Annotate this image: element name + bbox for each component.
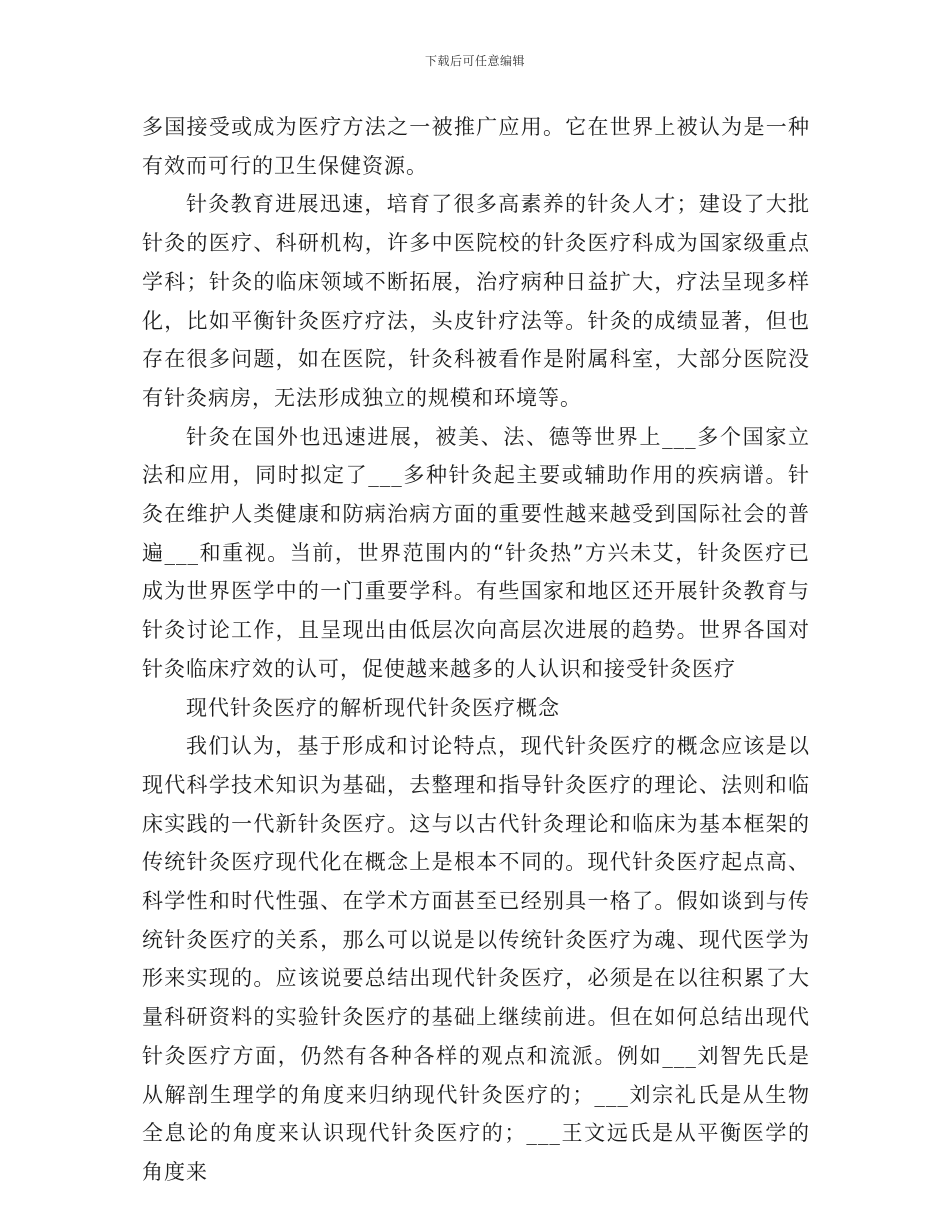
paragraph-1: 多国接受或成为医疗方法之一被推广应用。它在世界上被认为是一种有效而可行的卫生保健资源。 (142, 115, 810, 178)
section-heading: 现代针灸医疗的解析现代针灸医疗概念 (186, 695, 560, 720)
paragraph-4: 我们认为，基于形成和讨论特点，现代针灸医疗的概念应该是以现代科学技术知识为基础，去整理和指导针灸医疗的理论、法则和临床实践的一代新针灸医疗。这与以古代针灸理论和临床为基本框架的传统针灸医疗现代化在概念上是根本不同的。现代针灸医疗起点高、科学性和时代性强、在学术方面甚至已经别具一格了。假如谈到与传统针灸医疗的关系，那么可以说是以传统针灸医疗为魂、现代医学为形来实现的。应该说要总结出现代针灸医疗，必须是在以往积累了大量科研资料的实验针灸医疗的基础上继续前进。但在如何总结出现代针灸医疗方面，仍然有各种各样的观点和流派。例如___刘智先氏是从解剖生理学的角度来归纳现代针灸医疗的；___刘宗礼氏是从生物全息论的角度来认识现代针灸医疗的；___王文远氏是从平衡医学的角度来 (142, 734, 810, 1184)
paragraph-2: 针灸教育进展迅速，培育了很多高素养的针灸人才；建设了大批针灸的医疗、科研机构，许多中医院校的针灸医疗科成为国家级重点学科；针灸的临床领域不断拓展，治疗病种日益扩大，疗法呈现多样化，比如平衡针灸医疗疗法，头皮针疗法等。针灸的成绩显著，但也存在很多问题，如在医院，针灸科被看作是附属科室，大部分医院没有针灸病房，无法形成独立的规模和环境等。 (142, 192, 810, 410)
page-header-note: 下载后可任意编辑 (424, 54, 525, 68)
paragraph-3: 针灸在国外也迅速进展，被美、法、德等世界上___多个国家立法和应用，同时拟定了___多种针灸起主要或辅助作用的疾病谱。针灸在维护人类健康和防病治病方面的重要性越来越受到国际社会的普遍___和重视。当前，世界范围内的“针灸热”方兴未艾，针灸医疗已成为世界医学中的一门重要学科。有些国家和地区还开展针灸教育与针灸讨论工作，且呈现出由低层次向高层次进展的趋势。世界各国对针灸临床疗效的认可，促使越来越多的人认识和接受针灸医疗 (142, 424, 810, 681)
document-body (142, 108, 810, 1192)
